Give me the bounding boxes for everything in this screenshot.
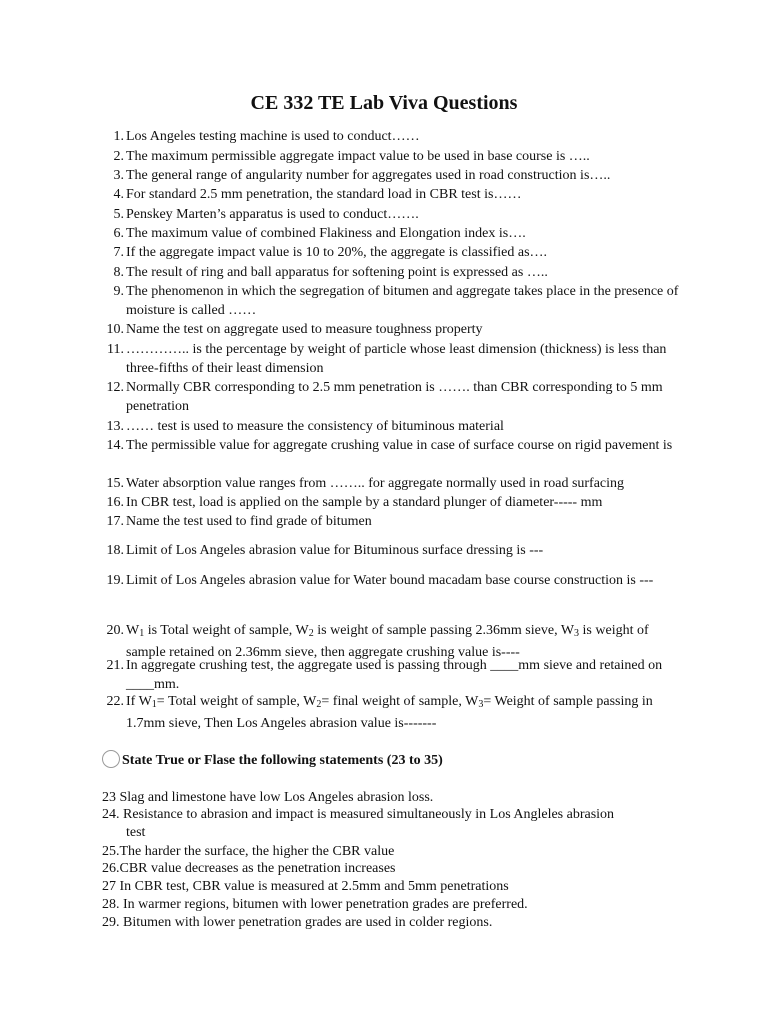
statement-text: 28. In warmer regions, bitumen with lower penetration grades are preferred. bbox=[102, 897, 528, 912]
statement-text: 27 In CBR test, CBR value is measured at 2.5mm and 5mm penetrations bbox=[102, 879, 509, 894]
statement-item bbox=[102, 789, 682, 807]
statement-continuation: test bbox=[126, 825, 146, 840]
item-number: 16. bbox=[106, 495, 124, 510]
list-item bbox=[102, 283, 682, 320]
item-number: 4. bbox=[113, 187, 124, 202]
list-item bbox=[102, 513, 682, 532]
item-number: 5. bbox=[113, 207, 124, 222]
item-text: Limit of Los Angeles abrasion value for Water bound macadam base course construction is --- bbox=[126, 573, 654, 588]
item-number: 10. bbox=[106, 322, 124, 337]
item-text: Name the test used to find grade of bitumen bbox=[126, 514, 372, 529]
item-number: 7. bbox=[113, 245, 124, 260]
list-item bbox=[102, 657, 682, 694]
item-number: 22. bbox=[106, 694, 124, 709]
item-text: The result of ring and ball apparatus for softening point is expressed as ….. bbox=[126, 265, 548, 280]
item-number: 2. bbox=[113, 149, 124, 164]
item-number: 14. bbox=[106, 438, 124, 453]
statement-item bbox=[102, 806, 682, 842]
item-text: The general range of angularity number for aggregates used in road construction is….. bbox=[126, 168, 611, 183]
item-text: In aggregate crushing test, the aggregate used is passing through ____mm sieve and retained on ____mm. bbox=[126, 658, 663, 692]
list-item bbox=[102, 186, 682, 205]
list-item bbox=[102, 494, 682, 513]
list-item bbox=[102, 206, 682, 225]
item-text: ………….. is the percentage by weight of particle whose least dimension (thickness) is less than three-fifths of their least dimension bbox=[126, 342, 667, 376]
list-item bbox=[102, 244, 682, 263]
list-item bbox=[102, 379, 682, 416]
item-text: Name the test on aggregate used to measure toughness property bbox=[126, 322, 483, 337]
item-text: Normally CBR corresponding to 2.5 mm penetration is ……. than CBR corresponding to 5 mm penetration bbox=[126, 380, 663, 414]
list-item bbox=[102, 475, 682, 494]
item-number: 9. bbox=[113, 284, 124, 299]
item-text: In CBR test, load is applied on the sample by a standard plunger of diameter----- mm bbox=[126, 495, 603, 510]
statement-item bbox=[102, 878, 682, 896]
statement-text: 26.CBR value decreases as the penetration increases bbox=[102, 861, 396, 876]
statement-text: 24. Resistance to abrasion and impact is measured simultaneously in Los Angleles abrasion bbox=[102, 807, 615, 822]
list-item bbox=[102, 542, 682, 561]
item-text: …… test is used to measure the consistency of bituminous material bbox=[126, 419, 504, 434]
item-number: 18. bbox=[106, 543, 124, 558]
list-item bbox=[102, 437, 682, 456]
statement-text: 29. Bitumen with lower penetration grades are used in colder regions. bbox=[102, 915, 493, 930]
statement-item bbox=[102, 914, 682, 932]
statement-text: 25.The harder the surface, the higher the CBR value bbox=[102, 844, 395, 859]
item-text: The phenomenon in which the segregation of bitumen and aggregate takes place in the presence of moisture is called …… bbox=[126, 284, 679, 318]
item-text: The maximum value of combined Flakiness and Elongation index is…. bbox=[126, 226, 526, 241]
list-item bbox=[102, 418, 682, 437]
item-number: 1. bbox=[113, 129, 124, 144]
item-number: 21. bbox=[106, 658, 124, 673]
item-text: Water absorption value ranges from …….. for aggregate normally used in road surfacing bbox=[126, 476, 625, 491]
list-item bbox=[102, 225, 682, 244]
statement-item bbox=[102, 843, 682, 861]
item-number: 3. bbox=[113, 168, 124, 183]
item-number: 12. bbox=[106, 380, 124, 395]
item-text: Penskey Marten’s apparatus is used to conduct……. bbox=[126, 207, 419, 222]
list-item bbox=[102, 167, 682, 186]
item-text: Los Angeles testing machine is used to conduct…… bbox=[126, 129, 420, 144]
list-item bbox=[102, 128, 682, 147]
statement-text: 23 Slag and limestone have low Los Angeles abrasion loss. bbox=[102, 790, 434, 805]
item-number: 15. bbox=[106, 476, 124, 491]
list-item bbox=[102, 693, 682, 733]
item-number: 11. bbox=[107, 342, 124, 357]
list-item bbox=[102, 622, 682, 662]
statement-item bbox=[102, 896, 682, 914]
list-item bbox=[102, 148, 682, 167]
item-number: 19. bbox=[106, 573, 124, 588]
list-item bbox=[102, 321, 682, 340]
item-text: The maximum permissible aggregate impact value to be used in base course is ….. bbox=[126, 149, 590, 164]
item-number: 20. bbox=[106, 623, 124, 638]
item-text: $W_1$ is Total weight of sample, $W_2$ is weight of sample passing 2.36mm sieve, $W_3$ is weight of sample retained on 2.36mm sieve, then aggregate crushing value is---- bbox=[126, 623, 649, 660]
page-title: CE 332 TE Lab Viva Questions bbox=[250, 92, 518, 114]
item-number: 6. bbox=[113, 226, 124, 241]
statement-item bbox=[102, 860, 682, 878]
item-text: For standard 2.5 mm penetration, the standard load in CBR test is…… bbox=[126, 187, 522, 202]
item-text: If the aggregate impact value is 10 to 20%, the aggregate is classified as…. bbox=[126, 245, 548, 260]
item-number: 8. bbox=[113, 265, 124, 280]
item-text: If $W_1=$ Total weight of sample, $W_2=$ final weight of sample, $W_3=$ Weight of sample passing in 1.7mm sieve, Then Los Angeles abrasion value is------- bbox=[126, 694, 653, 731]
item-text: The permissible value for aggregate crushing value in case of surface course on rigid pavement is bbox=[126, 438, 673, 453]
section-heading bbox=[102, 750, 443, 771]
item-text: Limit of Los Angeles abrasion value for Bituminous surface dressing is --- bbox=[126, 543, 544, 558]
item-number: 17. bbox=[106, 514, 124, 529]
list-item bbox=[102, 341, 682, 378]
list-item bbox=[102, 264, 682, 283]
list-item bbox=[102, 572, 682, 591]
circle-icon bbox=[102, 750, 120, 768]
item-number: 13. bbox=[106, 419, 124, 434]
section-heading-text: State True or Flase the following statements (23 to 35) bbox=[122, 753, 443, 768]
